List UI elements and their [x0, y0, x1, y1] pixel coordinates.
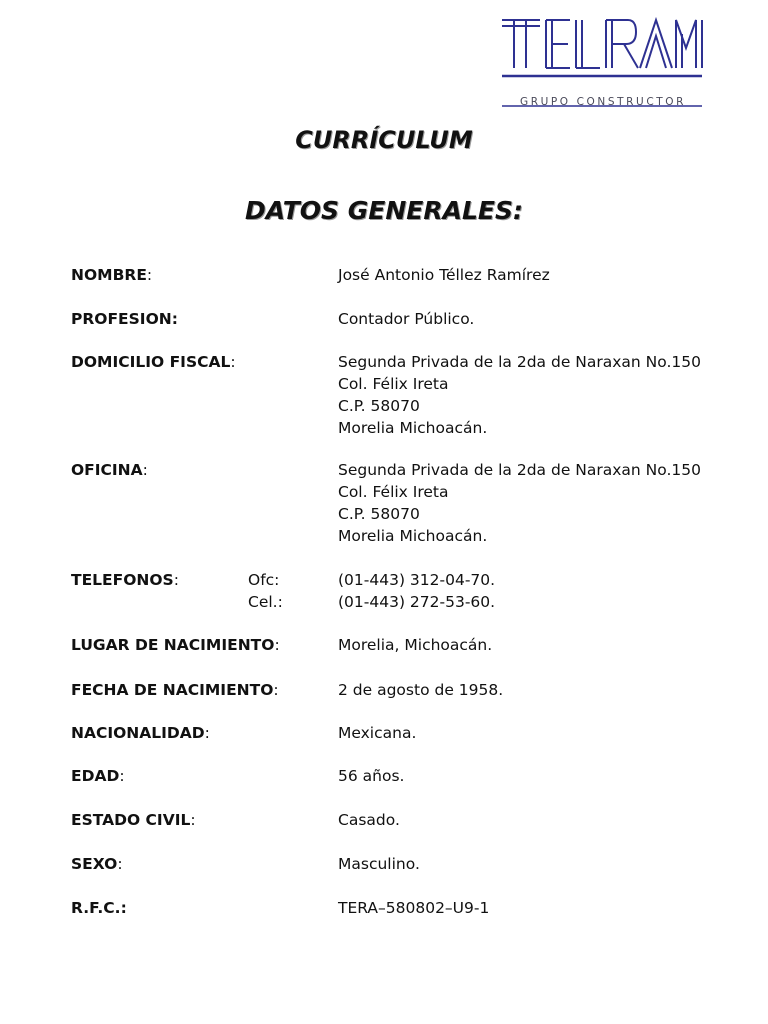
- label-telefonos: TELEFONOS:: [71, 571, 179, 589]
- address-line: Segunda Privada de la 2da de Naraxan No.150: [338, 353, 701, 371]
- label-cel: Cel.:: [248, 593, 283, 611]
- value-nombre: José Antonio Téllez Ramírez: [338, 266, 550, 284]
- value-profesion: Contador Público.: [338, 310, 475, 328]
- value-fecha-nacimiento: 2 de agosto de 1958.: [338, 681, 504, 699]
- value-rfc: TERA–580802–U9-1: [338, 899, 490, 917]
- label-sexo: SEXO:: [71, 855, 123, 873]
- label-ofc: Ofc:: [248, 571, 280, 589]
- value-edad: 56 años.: [338, 767, 405, 785]
- address-line: Col. Félix Ireta: [338, 375, 449, 393]
- address-line: Morelia Michoacán.: [338, 419, 488, 437]
- document-title: CURRÍCULUM: [295, 126, 473, 154]
- value-oficina: [338, 459, 701, 547]
- address-line: C.P. 58070: [338, 397, 420, 415]
- address-line: C.P. 58070: [338, 505, 420, 523]
- label-edad: EDAD:: [71, 767, 125, 785]
- address-line: Col. Félix Ireta: [338, 483, 449, 501]
- label-fecha-nacimiento: FECHA DE NACIMIENTO:: [71, 681, 279, 699]
- address-line: Segunda Privada de la 2da de Naraxan No.150: [338, 461, 701, 479]
- logo-subtitle: GRUPO CONSTRUCTOR: [519, 96, 687, 108]
- value-sexo: Masculino.: [338, 855, 420, 873]
- label-rfc: R.F.C.:: [71, 899, 127, 917]
- value-lugar-nacimiento: Morelia, Michoacán.: [338, 636, 493, 654]
- label-oficina: OFICINA:: [71, 461, 148, 479]
- value-estado-civil: Casado.: [338, 811, 400, 829]
- company-logo: [500, 14, 704, 110]
- value-cel-phone: (01-443) 272-53-60.: [338, 593, 496, 611]
- label-profesion: PROFESION:: [71, 310, 178, 328]
- address-line: Morelia Michoacán.: [338, 527, 488, 545]
- value-domicilio-fiscal: [338, 351, 701, 439]
- label-lugar-nacimiento: LUGAR DE NACIMIENTO:: [71, 636, 280, 654]
- label-estado-civil: ESTADO CIVIL:: [71, 811, 196, 829]
- value-nacionalidad: Mexicana.: [338, 724, 417, 742]
- document-subtitle: DATOS GENERALES:: [245, 196, 523, 225]
- label-nacionalidad: NACIONALIDAD:: [71, 724, 210, 742]
- label-domicilio-fiscal: DOMICILIO FISCAL:: [71, 353, 236, 371]
- value-ofc-phone: (01-443) 312-04-70.: [338, 571, 496, 589]
- label-nombre: NOMBRE:: [71, 266, 153, 284]
